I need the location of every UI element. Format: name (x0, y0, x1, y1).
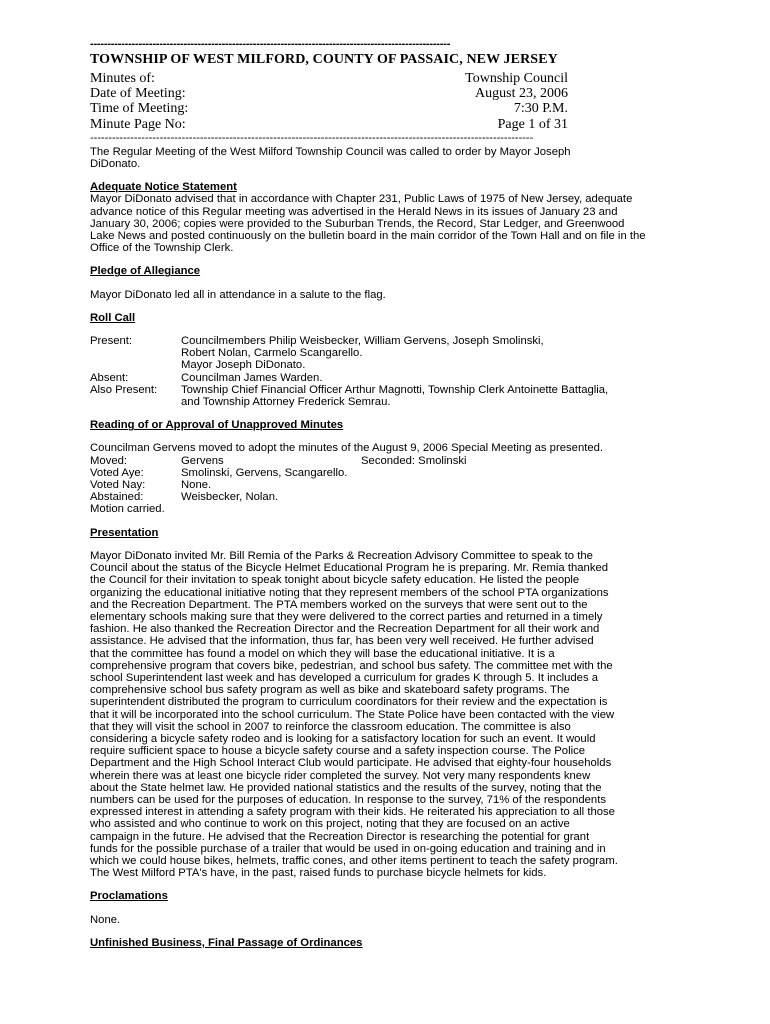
section-heading-rollcall: Roll Call (90, 311, 136, 324)
text-line: funds for the possible purchase of a trailer that would be used in on-going education and training and in (90, 842, 606, 855)
text-line: Department and the High School Interact Club would participate. He advised that eighty-four households (90, 757, 612, 770)
text-line: expressed interest in attending a safety program with their kids. He reiterated his appreciation to all those (90, 806, 615, 819)
meeting-info-row (90, 71, 568, 86)
meeting-info-label: Minute Page No: (90, 116, 186, 132)
text-line: advance notice of this Regular meeting was advertised in the Herald News in its issues of January 23 and (90, 205, 618, 218)
meeting-info-value: 7:30 P.M. (513, 101, 568, 117)
minutes-page (90, 38, 712, 949)
rollcall-label: Present: (90, 335, 133, 348)
meeting-info-value: August 23, 2006 (475, 86, 568, 102)
rollcall-label (90, 347, 181, 359)
rollcall-row (90, 396, 712, 408)
text-line: comprehensive school bus safety program as well as bike and skateboard safety programs. The (90, 684, 570, 697)
vote-row (90, 479, 712, 491)
rollcall-row (90, 347, 712, 359)
rollcall-label: Also Present: (90, 383, 158, 396)
meeting-info-row (90, 117, 568, 132)
rollcall-label (90, 396, 181, 408)
section-heading-pledge: Pledge of Allegiance (90, 265, 201, 278)
text-line: Mayor DiDonato invited Mr. Bill Remia of the Parks & Recreation Advisory Committee to speak to the (90, 549, 593, 562)
vote-label: Voted Nay: (90, 479, 146, 492)
text-line: superintendent distributed the program to curriculum coordinators for their review and the expectation is (90, 696, 608, 709)
text-line: Council about the status of the Bicycle Helmet Educational Program he is preparing. Mr. Remia thanked (90, 562, 609, 575)
vote-value: None. (181, 479, 212, 492)
rollcall-value: Councilman James Warden. (181, 371, 323, 384)
meeting-info (90, 71, 568, 132)
proclamations-text: None. (90, 913, 121, 926)
meeting-info-row (90, 101, 568, 116)
section-heading-proclamations: Proclamations (90, 890, 168, 903)
text-line: wherein there was at least one bicycle rider completed the survey. Not very many respondents knew (90, 769, 591, 782)
text-line: Mayor DiDonato advised that in accordance with Chapter 231, Public Laws of 1975 of New Jersey, adequate (90, 193, 633, 206)
text-line: January 30, 2006; copies were provided to the Suburban Trends, the Record, Star Ledger, and Greenwood (90, 217, 625, 230)
rollcall-row (90, 335, 712, 347)
rollcall-value: Township Chief Financial Officer Arthur Magnotti, Township Clerk Antoinette Battaglia, (181, 383, 609, 396)
document-title: TOWNSHIP OF WEST MILFORD, COUNTY OF PASSAIC, NEW JERSEY (90, 52, 558, 67)
section-heading-minutes: Reading of or Approval of Unapproved Minutes (90, 419, 344, 432)
text-line: assistance. He advised that the information, thus far, has been very well received. He further advised (90, 635, 594, 648)
meeting-info-value: Page 1 of 31 (497, 116, 568, 132)
section-heading-presentation: Presentation (90, 526, 159, 539)
rollcall-value: and Township Attorney Frederick Semrau. (181, 396, 391, 409)
minutes-motion: Councilman Gervens moved to adopt the minutes of the August 9, 2006 Special Meeting as presented. (90, 442, 604, 455)
rollcall-value: Councilmembers Philip Weisbecker, William Gervens, Joseph Smolinski, (181, 335, 544, 348)
meeting-info-value: Township Council (465, 71, 568, 86)
text-line: numbers can be used for the purposes of education. In response to the survey, 71% of the respondents (90, 793, 607, 806)
header-rule-top: -------------------------------------------------------------------------------------------------------- (90, 38, 451, 50)
text-line: campaign in the future. He advised that the Recreation Director is researching the potential for grant (90, 830, 590, 843)
moved-row (90, 455, 712, 467)
text-line: organizing the educational initiative noting that they represent members of the school PTA organizations (90, 586, 609, 599)
text-line: about the State helmet law. He provided national statistics and the results of the survey, noting that the (90, 781, 602, 794)
text-line: considering a bicycle safety rodeo and is looking for a satisfactory location for such an event. It would (90, 732, 596, 745)
rollcall-list (90, 335, 712, 408)
text-line: which we could house bikes, helmets, traffic cones, and other items pertinent to teach the safety program. (90, 854, 618, 867)
intro-paragraph (90, 146, 712, 170)
vote-value: Weisbecker, Nolan. (181, 491, 279, 504)
text-line: that it will be incorporated into the school curriculum. The State Police have been contacted with the view (90, 708, 615, 721)
notice-paragraph (90, 193, 712, 254)
text-line: comprehensive program that covers bike, pedestrian, and school bus safety. The committee met with the (90, 659, 613, 672)
text-line: fashion. He also thanked the Recreation Director and the Recreation Department for all their work and (90, 623, 600, 636)
rollcall-label (90, 359, 181, 371)
text-line: school Superintendent last week and has developed a curriculum for grades K through 5. It includes a (90, 671, 599, 684)
rollcall-row (90, 359, 712, 371)
rollcall-row (90, 372, 712, 384)
seconded-text: Seconded: Smolinski (361, 454, 467, 467)
meeting-info-row (90, 86, 568, 101)
section-heading-unfinished: Unfinished Business, Final Passage of Ordinances (90, 936, 363, 949)
vote-label: Voted Aye: (90, 466, 144, 479)
text-line: The West Milford PTA's have, in the past, raised funds to purchase bicycle helmets for kids. (90, 867, 547, 880)
pledge-text: Mayor DiDonato led all in attendance in a salute to the flag. (90, 288, 386, 301)
meeting-info-label: Date of Meeting: (90, 86, 186, 102)
text-line: Office of the Township Clerk. (90, 242, 234, 255)
text-line: and the Recreation Department. The PTA members worked on the surveys that were sent out to the (90, 598, 588, 611)
section-heading-notice: Adequate Notice Statement (90, 181, 237, 194)
text-line: that the committee has found a model on which they will base the educational initiative. It is a (90, 647, 555, 660)
rollcall-row (90, 384, 712, 396)
vote-row (90, 491, 712, 503)
rollcall-label: Absent: (90, 371, 129, 384)
meeting-info-label: Minutes of: (90, 71, 155, 86)
vote-value: Smolinski, Gervens, Scangarello. (181, 466, 348, 479)
text-line: who assisted and who continue to work on this project, noting that they are focused on an active (90, 818, 570, 831)
minutes-body (90, 144, 712, 949)
presentation-paragraph (90, 550, 712, 879)
text-line: Lake News and posted continuously on the bulletin board in the main corridor of the Town Hall and on file in the (90, 230, 646, 243)
motion-carried: Motion carried. (90, 503, 165, 516)
rollcall-value: Mayor Joseph DiDonato. (181, 359, 306, 372)
text-line: that they will visit the school in 2007 to reinforce the classroom education. The committee is also (90, 720, 571, 733)
text-line: require sufficient space to house a bicycle safety course and a safety inspection course. The Police (90, 745, 586, 758)
text-line: The Regular Meeting of the West Milford Township Council was called to order by Mayor Joseph (90, 145, 571, 158)
rollcall-value: Robert Nolan, Carmelo Scangarello. (181, 347, 363, 360)
text-line: the Council for their invitation to speak tonight about bicycle safety education. He listed the people (90, 574, 580, 587)
header-rule-bottom: ------------------------------------------------------------------------------------------------------------------------- (90, 131, 534, 144)
text-line: elementary schools making sure that they were delivered to the correct parties and returned in a timely (90, 610, 603, 623)
moved-label: Moved: (90, 454, 128, 467)
meeting-info-label: Time of Meeting: (90, 101, 189, 117)
vote-row (90, 467, 712, 479)
vote-label: Abstained: (90, 491, 144, 504)
text-line: DiDonato. (90, 158, 141, 171)
moved-value: Gervens (181, 454, 224, 467)
